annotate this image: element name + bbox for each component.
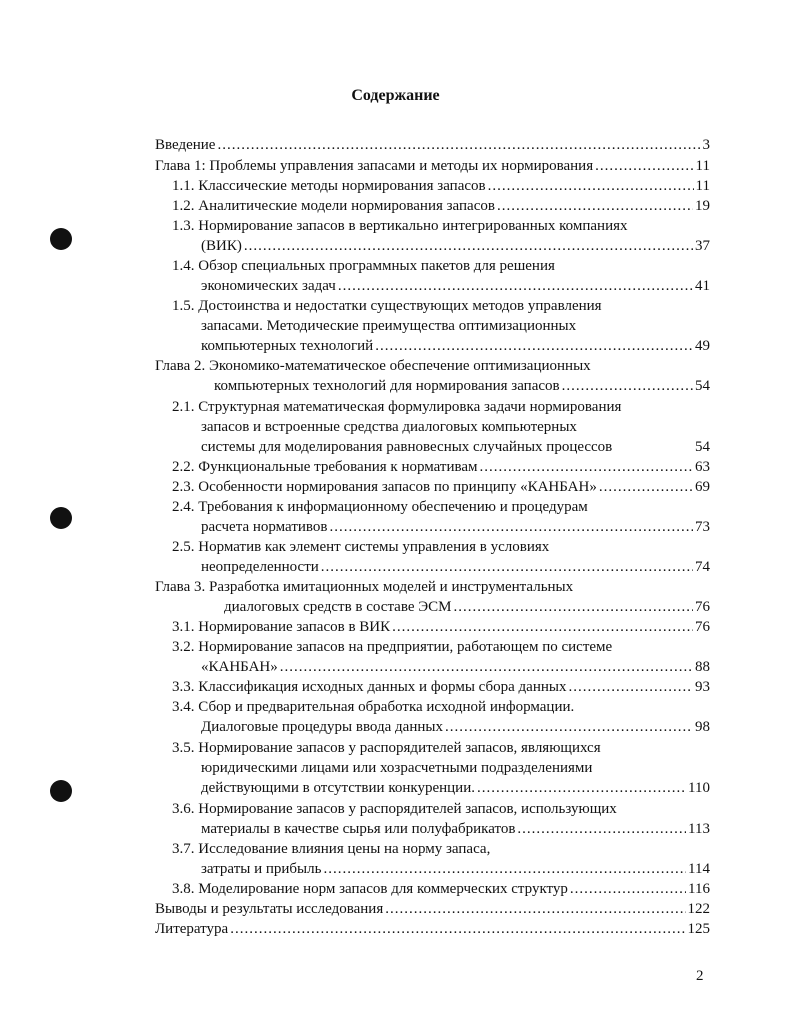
toc-entry: [201, 859, 710, 879]
dot-leader: [568, 677, 693, 697]
dot-leader: [477, 778, 686, 798]
toc-entry: [172, 256, 710, 276]
dot-leader: [375, 336, 693, 356]
toc-entry-title: 1.1. Классические методы нормирования запасов: [172, 178, 486, 194]
dot-leader: [595, 156, 693, 176]
toc-entry-title: Литература: [155, 921, 229, 937]
toc-entry-title: 3.5. Нормирование запасов у распорядителей запасов, являющихся: [172, 740, 601, 756]
dot-leader: [244, 236, 693, 256]
toc-entry: [172, 799, 710, 819]
toc-entry-page: 41: [695, 278, 710, 294]
toc-entry: [172, 196, 710, 216]
toc-entry: [172, 839, 710, 859]
toc-entry-page: 113: [688, 821, 710, 837]
toc-entry-page: 110: [688, 780, 710, 796]
toc-entry-title: диалоговых средств в составе ЭСМ: [224, 599, 452, 615]
toc-entry: [172, 537, 710, 557]
toc-entry-title: системы для моделирования равновесных случайных процессов: [201, 439, 613, 455]
toc-entry: [201, 557, 710, 577]
toc-entry-title: неопределенности: [201, 559, 319, 575]
toc-entry: [172, 457, 710, 477]
toc-entry-title: 3.7. Исследование влияния цены на норму запаса,: [172, 841, 491, 857]
toc-entry: [172, 617, 710, 637]
toc-entry-page: 88: [695, 659, 710, 675]
page-number: 2: [696, 968, 704, 984]
toc-entry-page: 93: [695, 679, 710, 695]
toc-entry-title: Диалоговые процедуры ввода данных: [201, 719, 443, 735]
toc-entry-title: Выводы и результаты исследования: [155, 901, 384, 917]
toc-entry-page: 69: [695, 479, 710, 495]
toc-entry: [172, 637, 710, 657]
toc-entry-title: Глава 2. Экономико-математическое обеспечение оптимизационных: [155, 358, 591, 374]
toc-entry-title: (ВИК): [201, 238, 242, 254]
toc-entry-title: 2.3. Особенности нормирования запасов по принципу «КАНБАН»: [172, 479, 597, 495]
toc-entry-title: компьютерных технологий для нормирования запасов: [214, 378, 560, 394]
toc-entry: [155, 577, 710, 597]
toc-entry: [201, 236, 710, 256]
toc-entry-title: 3.4. Сбор и предварительная обработка исходной информации.: [172, 699, 575, 715]
punch-hole: [50, 780, 72, 802]
toc-entry: [172, 176, 710, 196]
dot-leader: [230, 919, 685, 939]
toc-entry: [155, 156, 710, 176]
toc-entry: [172, 216, 710, 236]
dot-leader: [321, 557, 693, 577]
dot-leader: [329, 517, 693, 537]
toc-entry-page: 114: [688, 861, 710, 877]
toc-entry: [201, 657, 710, 677]
toc-entry-page: 63: [695, 459, 710, 475]
toc-entry: [214, 376, 710, 396]
toc-entry-page: 76: [695, 599, 710, 615]
toc-entry: [172, 477, 710, 497]
toc-entry-title: «КАНБАН»: [201, 659, 278, 675]
dot-leader: [445, 717, 693, 737]
toc-entry: [224, 597, 710, 617]
toc-entry-page: 3: [702, 137, 710, 153]
toc-entry: [155, 919, 710, 939]
toc-entry: [201, 717, 710, 737]
toc-entry-title: действующими в отсутствии конкуренции.: [201, 780, 475, 796]
dot-leader: [338, 276, 693, 296]
dot-leader: [570, 879, 686, 899]
toc-entry-title: Введение: [155, 137, 216, 153]
punch-hole: [50, 228, 72, 250]
toc-entry-title: 1.2. Аналитические модели нормирования запасов: [172, 198, 495, 214]
toc-entry-page: 54: [695, 439, 710, 455]
toc-entry-title: 1.3. Нормирование запасов в вертикально интегрированных компаниях: [172, 218, 628, 234]
toc-entry-page: 37: [695, 238, 710, 254]
dot-leader: [517, 819, 686, 839]
dot-leader: [217, 135, 700, 155]
toc-entry-page: 73: [695, 519, 710, 535]
toc-entry: [201, 417, 710, 437]
toc-entry-title: 3.2. Нормирование запасов на предприятии, работающем по системе: [172, 639, 613, 655]
toc-entry-page: 125: [687, 921, 710, 937]
toc-entry: [172, 677, 710, 697]
toc-entry-title: 1.5. Достоинства и недостатки существующих методов управления: [172, 298, 602, 314]
toc-entry-page: 74: [695, 559, 710, 575]
dot-leader: [488, 176, 694, 196]
toc-entry: [172, 697, 710, 717]
dot-leader: [385, 899, 685, 919]
toc-entry-page: 76: [695, 619, 710, 635]
toc-entry: [172, 397, 710, 417]
toc-entry-page: 116: [688, 881, 710, 897]
punch-hole: [50, 507, 72, 529]
toc-entry-page: 19: [695, 198, 710, 214]
dot-leader: [453, 597, 693, 617]
toc-entry: [155, 135, 710, 155]
toc-entry-page: 11: [695, 178, 710, 194]
toc-entry: [201, 819, 710, 839]
toc-entry-title: запасами. Методические преимущества оптимизационных: [201, 318, 577, 334]
toc-entry: [172, 879, 710, 899]
toc-entry-title: материалы в качестве сырья или полуфабрикатов: [201, 821, 516, 837]
toc-entry: [201, 316, 710, 336]
toc-entry-page: 11: [695, 158, 710, 174]
toc-entry-title: 3.1. Нормирование запасов в ВИК: [172, 619, 391, 635]
toc-entry-title: 3.6. Нормирование запасов у распорядителей запасов, использующих: [172, 801, 617, 817]
dot-leader: [323, 859, 686, 879]
toc-entry-title: запасов и встроенные средства диалоговых компьютерных: [201, 419, 577, 435]
dot-leader: [599, 477, 693, 497]
toc-entry-title: Глава 3. Разработка имитационных моделей и инструментальных: [155, 579, 574, 595]
toc-entry-title: экономических задач: [201, 278, 336, 294]
toc-entry: [201, 517, 710, 537]
toc-entry-title: 3.3. Классификация исходных данных и формы сбора данных: [172, 679, 567, 695]
toc-entry: [201, 437, 710, 457]
toc-entry: [172, 497, 710, 517]
toc-entry-title: расчета нормативов: [201, 519, 328, 535]
toc-entry-page: 54: [695, 378, 710, 394]
toc-entry-title: 2.4. Требования к информационному обеспечению и процедурам: [172, 499, 588, 515]
toc-entry-page: 122: [687, 901, 710, 917]
toc-entry: [155, 356, 710, 376]
toc-entry-page: 98: [695, 719, 710, 735]
toc-entry-title: 2.1. Структурная математическая формулировка задачи нормирования: [172, 399, 622, 415]
toc-entry: [201, 778, 710, 798]
toc-entry-title: 2.5. Норматив как элемент системы управления в условиях: [172, 539, 550, 555]
dot-leader: [497, 196, 693, 216]
page-title: Содержание: [351, 87, 440, 104]
toc-entry: [201, 758, 710, 778]
dot-leader: [480, 457, 693, 477]
toc-entry-title: затраты и прибыль: [201, 861, 322, 877]
toc-entry-title: Глава 1: Проблемы управления запасами и методы их нормирования: [155, 158, 594, 174]
toc-entry-page: 49: [695, 338, 710, 354]
toc-entry-title: 3.8. Моделирование норм запасов для коммерческих структур: [172, 881, 568, 897]
toc-entry-title: 2.2. Функциональные требования к нормативам: [172, 459, 478, 475]
toc-entry-title: 1.4. Обзор специальных программных пакетов для решения: [172, 258, 555, 274]
dot-leader: [562, 376, 693, 396]
toc-entry: [201, 336, 710, 356]
toc-entry: [172, 738, 710, 758]
toc-entry-title: юридическими лицами или хозрасчетными подразделениями: [201, 760, 593, 776]
dot-leader: [392, 617, 693, 637]
toc-entry: [201, 276, 710, 296]
toc-entry: [155, 899, 710, 919]
toc-entry: [172, 296, 710, 316]
toc-entry-title: компьютерных технологий: [201, 338, 374, 354]
dot-leader: [280, 657, 693, 677]
